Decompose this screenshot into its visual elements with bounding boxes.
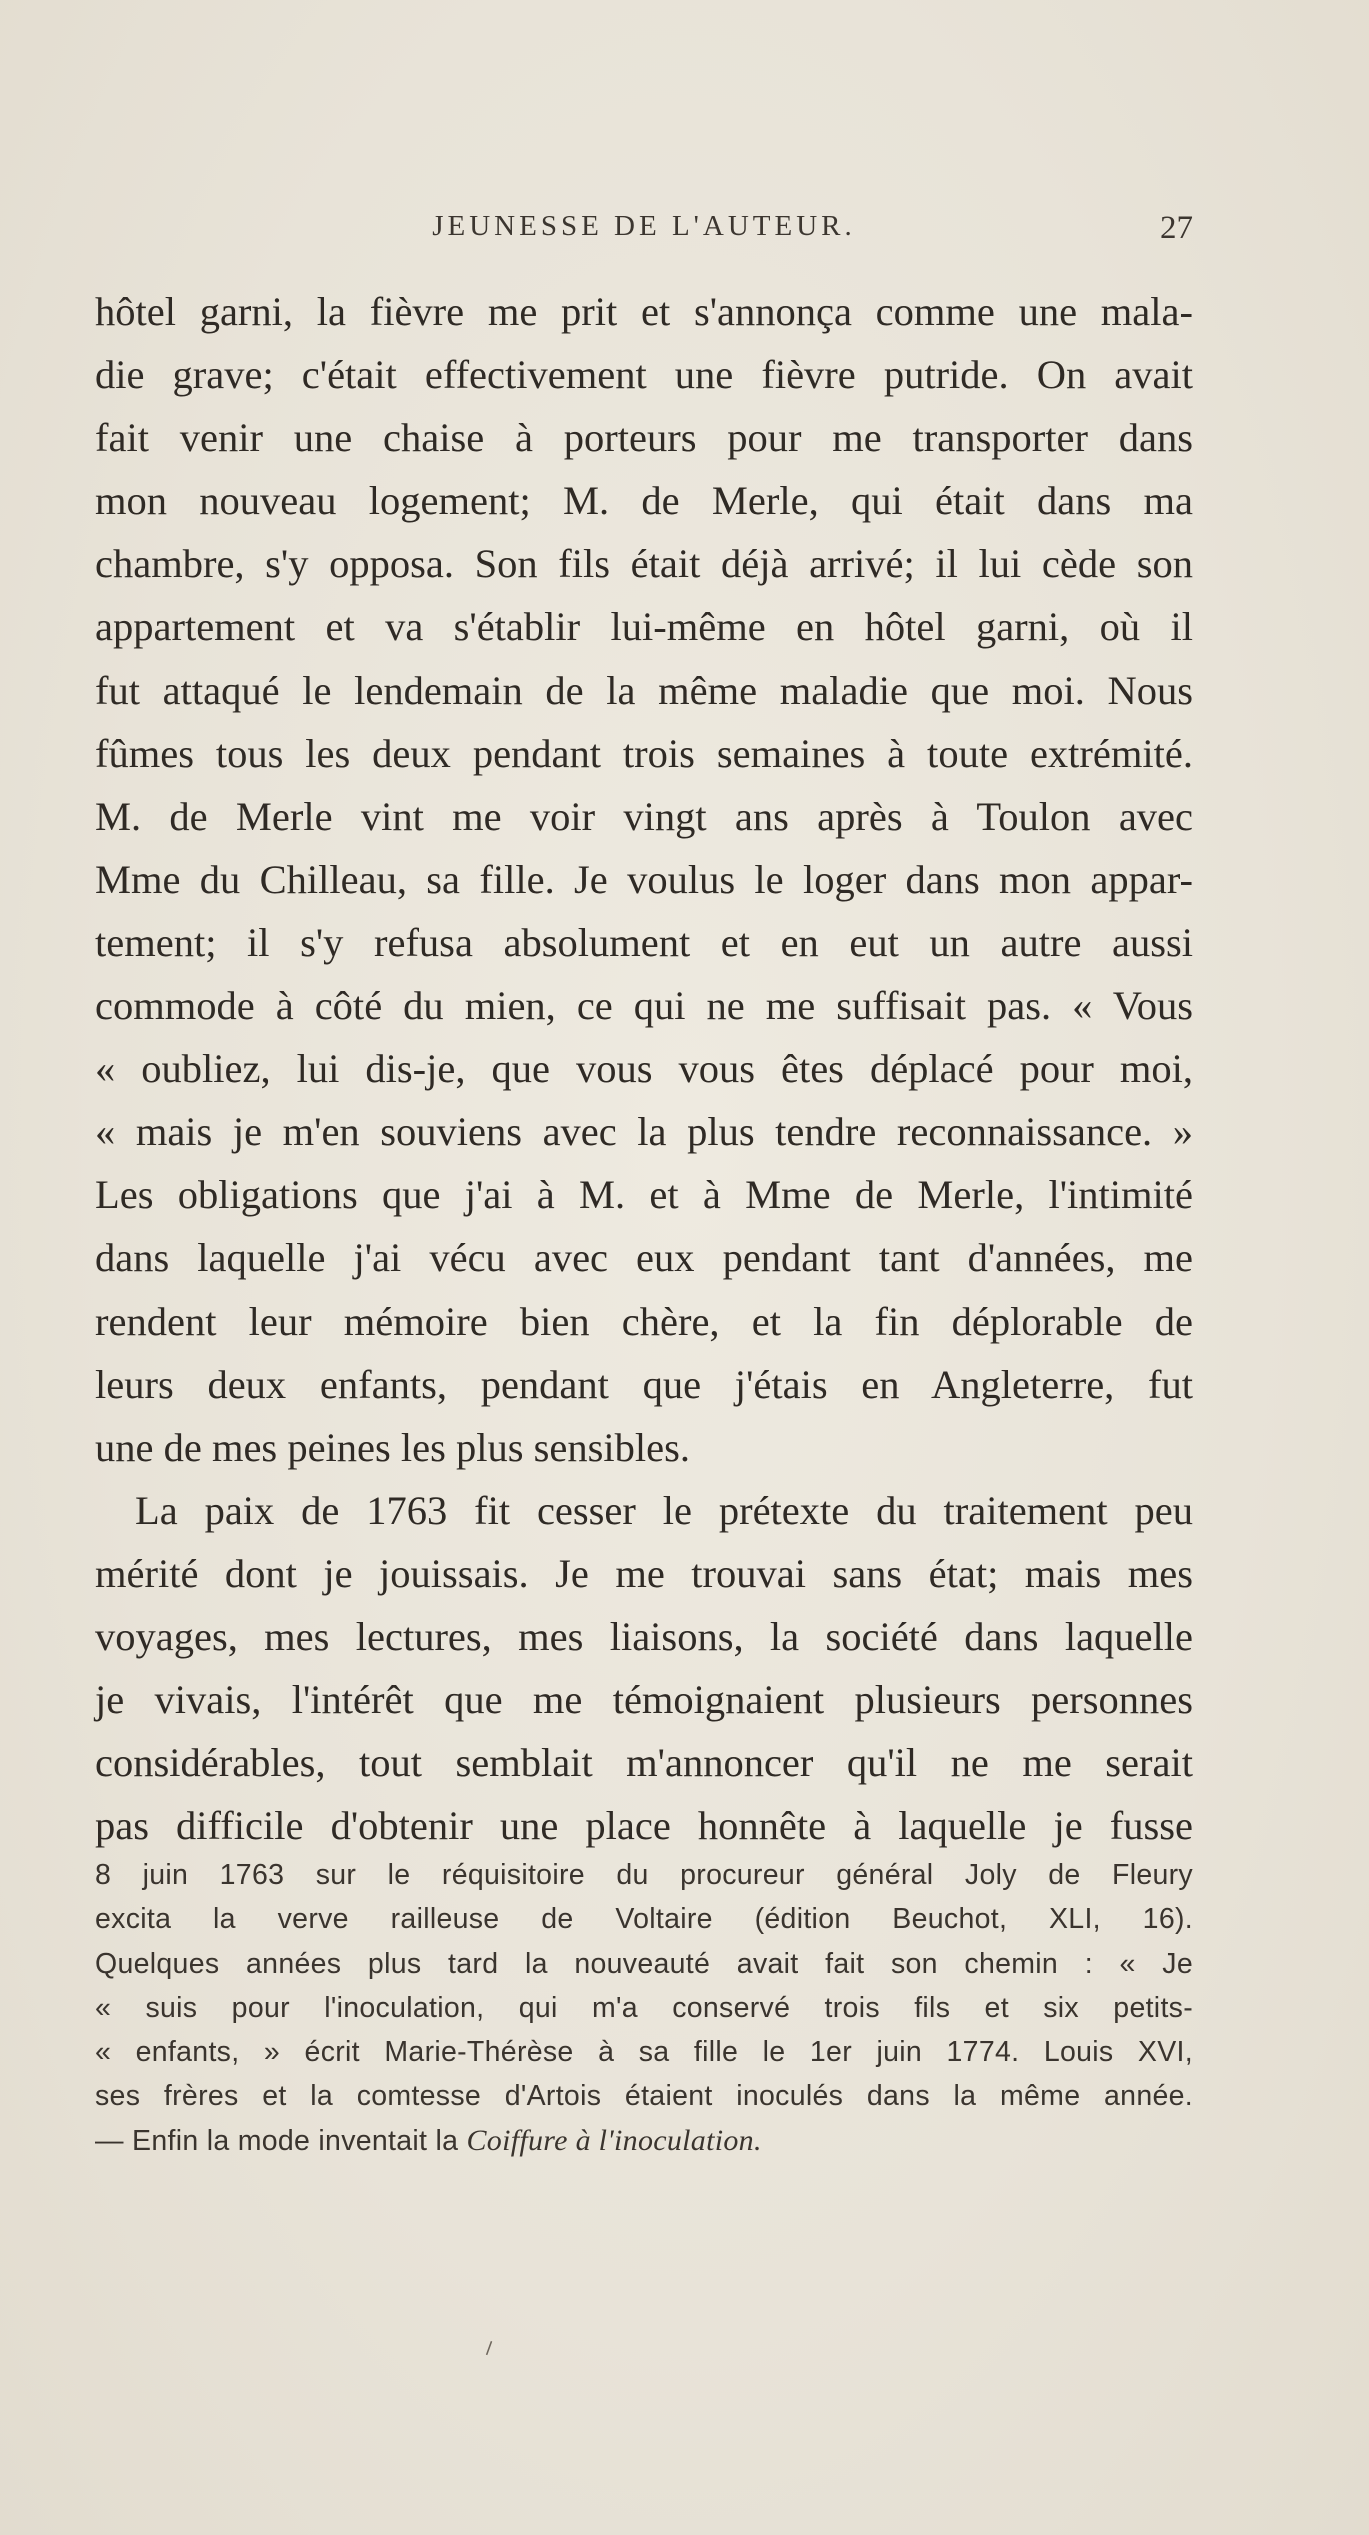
footnote-line: 8 juin 1763 sur le réquisitoire du procureur général Joly de Fleury <box>95 1859 1193 1891</box>
text-line: pas difficile d'obtenir une place honnête à laquelle je fusse <box>95 1803 1193 1849</box>
footnote-line: « suis pour l'inoculation, qui m'a conservé trois fils et six petits- <box>95 1991 1193 2024</box>
text-line: rendent leur mémoire bien chère, et la fin déplorable de <box>95 1298 1193 1344</box>
text-line: La paix de 1763 fit cesser le prétexte du traitement peu <box>135 1487 1193 1533</box>
text-line: considérables, tout semblait m'annoncer qu'il ne me serait <box>95 1740 1193 1786</box>
text-line: je vivais, l'intérêt que me témoignaient plusieurs personnes <box>95 1677 1193 1723</box>
text-line: die grave; c'était effectivement une fièvre putride. On avait <box>95 352 1193 398</box>
text-line: Les obligations que j'ai à M. et à Mme de Merle, l'intimité <box>95 1172 1193 1218</box>
footnote-block <box>95 1853 1193 2163</box>
text-line: fait venir une chaise à porteurs pour me transporter dans <box>95 415 1193 461</box>
text-line: chambre, s'y opposa. Son fils était déjà arrivé; il lui cède son <box>95 541 1193 587</box>
footnote-line: excita la verve railleuse de Voltaire (édition Beuchot, XLI, 16). <box>95 1903 1193 1936</box>
text-line: Mme du Chilleau, sa fille. Je voulus le loger dans mon appar- <box>95 856 1193 902</box>
footnote-text: — Enfin la mode inventait la <box>95 2124 459 2157</box>
running-title: JEUNESSE DE L'AUTEUR. <box>432 210 856 242</box>
main-text <box>95 280 1193 1857</box>
footnote-italic-title: Coiffure à l'inoculation. <box>466 2123 762 2157</box>
text-line: mon nouveau logement; M. de Merle, qui était dans ma <box>95 478 1193 524</box>
text-line: voyages, mes lectures, mes liaisons, la société dans laquelle <box>95 1613 1193 1659</box>
footnote-line: ses frères et la comtesse d'Artois étaient inoculés dans la même année. <box>95 2080 1193 2113</box>
footnote-line: « enfants, » écrit Marie-Thérèse à sa fille le 1er juin 1774. Louis XVI, <box>95 2036 1193 2069</box>
text-line: dans laquelle j'ai vécu avec eux pendant tant d'années, me <box>95 1235 1193 1281</box>
text-line: M. de Merle vint me voir vingt ans après à Toulon avec <box>95 793 1193 839</box>
text-line: fut attaqué le lendemain de la même maladie que moi. Nous <box>95 667 1193 713</box>
text-line: une de mes peines les plus sensibles. <box>95 1424 691 1470</box>
footnote-line: Quelques années plus tard la nouveauté avait fait son chemin : « Je <box>95 1947 1193 1980</box>
stray-ink-mark: ⸝ <box>472 2324 501 2361</box>
text-line: leurs deux enfants, pendant que j'étais en Angleterre, fut <box>95 1361 1193 1407</box>
text-line: tement; il s'y refusa absolument et en eut un autre aussi <box>95 919 1193 965</box>
text-line: commode à côté du mien, ce qui ne me suffisait pas. « Vous <box>95 983 1193 1029</box>
text-line: appartement et va s'établir lui-même en hôtel garni, où il <box>95 604 1193 650</box>
text-line: fûmes tous les deux pendant trois semaines à toute extrémité. <box>95 730 1193 776</box>
footnote-line <box>95 2119 1193 2163</box>
page-number: 27 <box>1160 210 1193 246</box>
page-header <box>95 210 1193 260</box>
text-line: hôtel garni, la fièvre me prit et s'annonça comme une mala- <box>95 289 1193 334</box>
text-line: « oubliez, lui dis-je, que vous vous êtes déplacé pour moi, <box>95 1046 1193 1092</box>
text-line: « mais je m'en souviens avec la plus tendre reconnaissance. » <box>95 1109 1193 1155</box>
text-line: mérité dont je jouissais. Je me trouvai sans état; mais mes <box>95 1550 1193 1596</box>
